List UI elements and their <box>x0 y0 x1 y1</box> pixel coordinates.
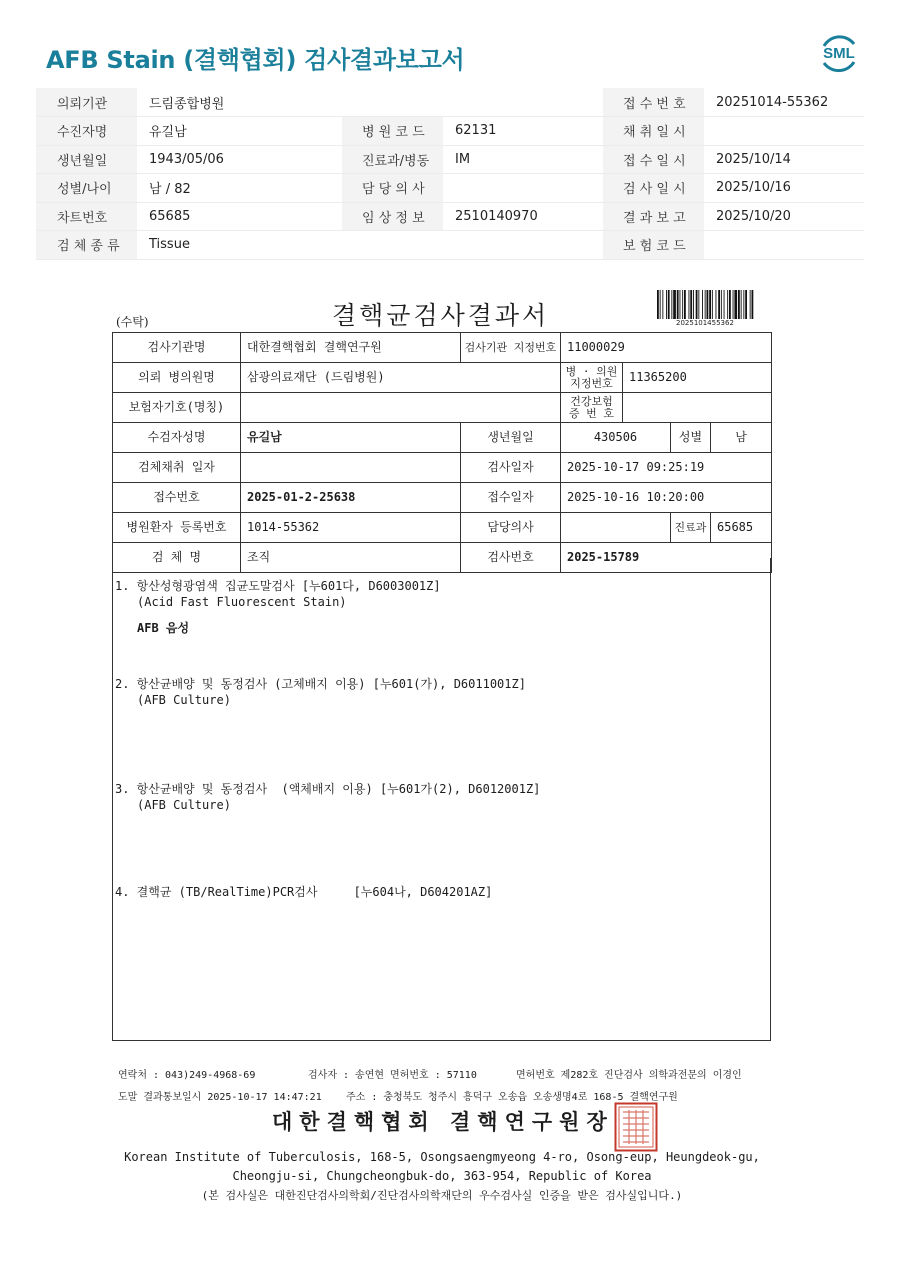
info-value <box>704 231 864 260</box>
receipt-no-value: 2025-01-2-25638 <box>241 483 461 513</box>
address-en-line1: Korean Institute of Tuberculosis, 168-5, Osongsaengmyeong 4-ro, Osong-eup, Heungdeok-gu, <box>124 1150 760 1164</box>
address-en-line2: Cheongju-si, Chungcheongbuk-do, 363-954, Republic of Korea <box>232 1169 652 1183</box>
info-value: 2025/10/14 <box>704 145 864 174</box>
barcode-bar <box>680 290 681 319</box>
test-item-title: 3. 항산균배양 및 동정검사 (액체배지 이용) [누601가(2), D6012001Z] <box>115 782 541 796</box>
birth-label: 생년월일 <box>461 423 561 453</box>
barcode-bar <box>752 290 754 319</box>
agency-value: 대한결핵협회 결핵연구원 <box>241 333 461 363</box>
specimen-label: 검 체 명 <box>113 543 241 573</box>
info-value: 2025/10/16 <box>704 174 864 203</box>
barcode-bar <box>668 290 670 319</box>
info-value: 드림종합병원 <box>137 88 342 117</box>
test-no-value: 2025-15789 <box>561 543 772 573</box>
info-empty-cell <box>443 231 603 260</box>
barcode-number: 2025101455362 <box>676 319 734 327</box>
barcode-bar <box>677 290 679 319</box>
specimen-value: 조직 <box>241 543 461 573</box>
health-no-label: 건강보험 증 번 호 <box>561 393 623 423</box>
barcode <box>656 290 754 319</box>
barcode-bar <box>745 290 747 319</box>
info-value: 1943/05/06 <box>137 145 342 174</box>
agency-no-label: 검사기관 지정번호 <box>461 333 561 363</box>
reg-no-label: 병원환자 등록번호 <box>113 513 241 543</box>
agency-no-value: 11000029 <box>561 333 772 363</box>
sml-logo <box>816 32 862 74</box>
info-label: 임 상 정 보 <box>342 202 443 231</box>
info-row <box>36 202 864 231</box>
barcode-bar <box>690 290 692 319</box>
official-seal <box>614 1102 658 1152</box>
barcode-bar <box>733 290 734 319</box>
document-title: 결핵균검사결과서 <box>332 301 550 330</box>
info-label: 접 수 번 호 <box>603 88 704 117</box>
info-label: 채 취 일 시 <box>603 117 704 146</box>
barcode-bar <box>709 290 711 319</box>
info-label: 의뢰기관 <box>36 88 137 117</box>
barcode-bar <box>741 290 742 319</box>
info-value: IM <box>443 145 603 174</box>
info-value: 유길남 <box>137 117 342 146</box>
info-label: 차트번호 <box>36 202 137 231</box>
hospital-no-value: 11365200 <box>623 363 772 393</box>
footer-license: 면허번호 제282호 진단검사 의학과전문의 이경인 <box>516 1070 742 1081</box>
test-item-4 <box>115 884 492 900</box>
info-value: 남 / 82 <box>137 174 342 203</box>
dept-label: 진료과 <box>671 513 711 543</box>
barcode-bar <box>666 290 667 319</box>
info-row <box>36 117 864 146</box>
test-date-value: 2025-10-17 09:25:19 <box>561 453 772 483</box>
report-title: AFB Stain (결핵협회) 검사결과보고서 <box>46 46 465 74</box>
barcode-bar <box>698 290 699 319</box>
doctor-value <box>561 513 671 543</box>
barcode-bar <box>702 290 703 319</box>
test-no-label: 검사번호 <box>461 543 561 573</box>
barcode-bar <box>662 290 663 319</box>
barcode-bar <box>743 290 744 319</box>
info-row <box>36 174 864 203</box>
barcode-bar <box>673 290 676 319</box>
barcode-bar <box>729 290 731 319</box>
info-value: 20251014-55362 <box>704 88 864 117</box>
sex-value: 남 <box>711 423 772 453</box>
dept-value: 65685 <box>711 513 772 543</box>
barcode-bar <box>738 290 740 319</box>
doctor-label: 담당의사 <box>461 513 561 543</box>
test-item-2 <box>115 676 526 708</box>
barcode-bar <box>660 290 661 319</box>
institution-name: 대한결핵협회 결핵연구원장 <box>272 1109 614 1134</box>
test-item-1 <box>115 578 441 636</box>
certification-note: (본 검사실은 대한진단검사의학회/진단검사의학재단의 우수검사실 인증을 받은 검사실입니다.) <box>201 1189 683 1202</box>
test-item-title: 4. 결핵균 (TB/RealTime)PCR검사 [누604나, D604201AZ] <box>115 885 493 899</box>
info-empty-cell <box>342 88 443 117</box>
scanned-result-document <box>112 286 772 1216</box>
test-item-title: 2. 항산균배양 및 동정검사 (고체배지 이용) [누601(가), D6011001Z] <box>115 677 526 691</box>
barcode-bar <box>750 290 751 319</box>
hospital-label: 의뢰 병의원명 <box>113 363 241 393</box>
insured-value <box>241 393 561 423</box>
barcode-bar <box>682 290 683 319</box>
receipt-date-label: 접수일자 <box>461 483 561 513</box>
test-item-3 <box>115 781 540 813</box>
info-label: 진료과/병동 <box>342 145 443 174</box>
barcode-bar <box>705 290 706 319</box>
info-value <box>443 174 603 203</box>
hospital-value: 삼광의료재단 (드림병원) <box>241 363 561 393</box>
info-label: 성별/나이 <box>36 174 137 203</box>
insured-label: 보험자기호(명칭) <box>113 393 241 423</box>
info-empty-cell <box>342 231 443 260</box>
info-label: 검 체 종 류 <box>36 231 137 260</box>
barcode-bar <box>671 290 672 319</box>
info-row <box>36 145 864 174</box>
barcode-bar <box>721 290 722 319</box>
barcode-bar <box>693 290 694 319</box>
test-item-title: 1. 항산성형광염색 집균도말검사 [누601다, D6003001Z] <box>115 579 441 593</box>
receipt-no-label: 접수번호 <box>113 483 241 513</box>
info-empty-cell <box>443 88 603 117</box>
footer-contact: 연락처 : 043)249-4968-69 <box>118 1070 256 1081</box>
receipt-date-value: 2025-10-16 10:20:00 <box>561 483 772 513</box>
info-label: 생년월일 <box>36 145 137 174</box>
health-no-value <box>623 393 772 423</box>
test-item-result: AFB 음성 <box>137 621 190 635</box>
barcode-bar <box>696 290 698 319</box>
test-date-label: 검사일자 <box>461 453 561 483</box>
barcode-bar <box>689 290 690 319</box>
reg-no-value: 1014-55362 <box>241 513 461 543</box>
info-label: 결 과 보 고 <box>603 202 704 231</box>
barcode-bar <box>716 290 717 319</box>
barcode-bar <box>657 290 659 319</box>
barcode-bar <box>707 290 709 319</box>
info-label: 접 수 일 시 <box>603 145 704 174</box>
agency-label: 검사기관명 <box>113 333 241 363</box>
info-value: 2510140970 <box>443 202 603 231</box>
test-items-box <box>112 558 771 1041</box>
info-label: 보 험 코 드 <box>603 231 704 260</box>
result-header-table <box>112 332 772 573</box>
footer-notify: 도말 결과통보일시 2025-10-17 14:47:21 <box>118 1092 322 1103</box>
info-label: 수진자명 <box>36 117 137 146</box>
info-row <box>36 88 864 117</box>
collect-value <box>241 453 461 483</box>
copy-label: (수탁) <box>116 315 149 329</box>
test-item-sub: (Acid Fast Fluorescent Stain) <box>137 595 347 609</box>
footer-examiner: 검사자 : 송연현 면허번호 : 57110 <box>308 1070 477 1081</box>
barcode-bar <box>718 290 720 319</box>
info-label: 병 원 코 드 <box>342 117 443 146</box>
barcode-bar <box>727 290 728 319</box>
info-label: 담 당 의 사 <box>342 174 443 203</box>
info-value: 2025/10/20 <box>704 202 864 231</box>
info-value <box>704 117 864 146</box>
info-value: 65685 <box>137 202 342 231</box>
footer-address-kr: 주소 : 충청북도 청주시 흥덕구 오송읍 오송생명4로 168-5 결핵연구원 <box>346 1092 678 1103</box>
barcode-bar <box>684 290 686 319</box>
sex-label: 성별 <box>671 423 711 453</box>
info-row <box>36 231 864 260</box>
hospital-no-label: 병 · 의원 지정번호 <box>561 363 623 393</box>
patient-value: 유길남 <box>241 423 461 453</box>
test-item-sub: (AFB Culture) <box>137 798 231 812</box>
info-value: Tissue <box>137 231 342 260</box>
collect-label: 검체채취 일자 <box>113 453 241 483</box>
patient-info-table <box>36 88 864 260</box>
info-label: 검 사 일 시 <box>603 174 704 203</box>
barcode-bar <box>712 290 713 319</box>
svg-text:SML: SML <box>823 45 855 62</box>
barcode-bar <box>724 290 725 319</box>
barcode-bar <box>734 290 737 319</box>
test-item-sub: (AFB Culture) <box>137 693 231 707</box>
info-value: 62131 <box>443 117 603 146</box>
birth-value: 430506 <box>561 423 671 453</box>
patient-label: 수검자성명 <box>113 423 241 453</box>
